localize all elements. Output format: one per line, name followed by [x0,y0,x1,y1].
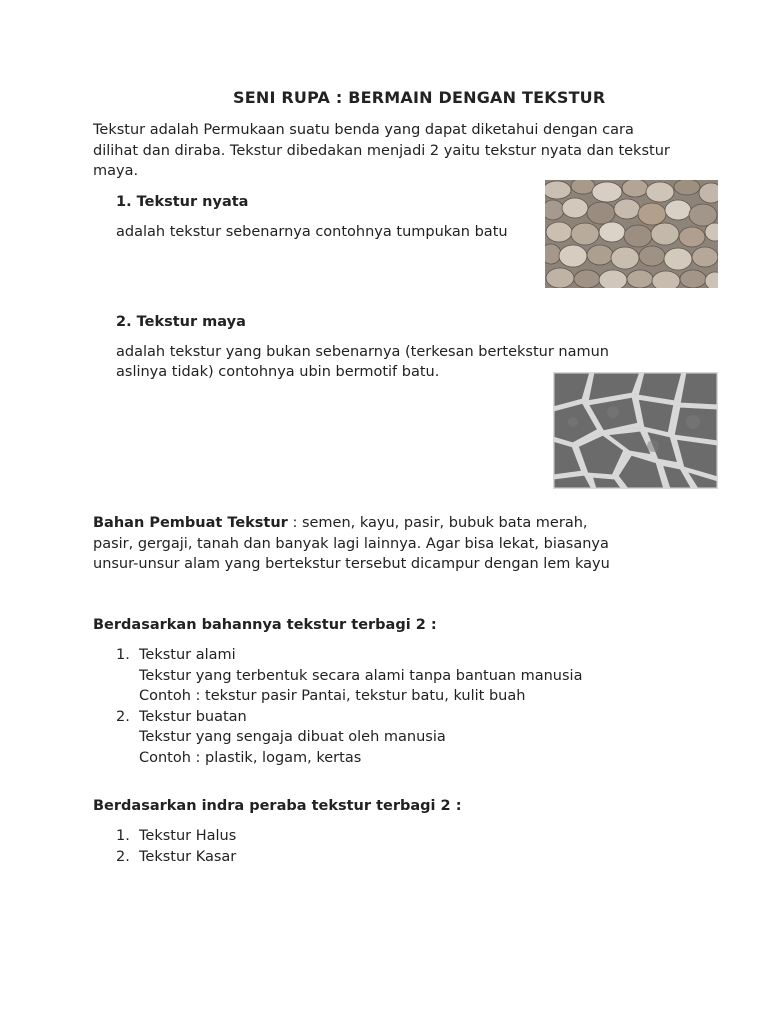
list-marker: 1. [116,647,130,663]
list-item-name: Tekstur alami [139,647,236,663]
list-item [93,847,693,868]
section-text-tekstur-maya-line2: aslinya tidak) contohnya ubin bermotif batu. [116,364,440,380]
page-title: SENI RUPA : BERMAIN DENGAN TEKSTUR [233,88,606,107]
materials-line3: unsur-unsur alam yang bertekstur tersebut dicampur dengan lem kayu [93,556,610,572]
materials-line1 [93,513,588,534]
list-item-example: Contoh : plastik, logam, kertas [139,749,362,766]
intro-paragraph: Tekstur adalah Permukaan suatu benda yang dapat diketahui dengan cara dilihat dan diraba. Tekstur dibedakan menjadi 2 yaitu tekstur nyata dan tekstur maya. [93,122,670,179]
list-item-name: Tekstur Kasar [139,848,237,865]
section-heading-tekstur-nyata: 1. Tekstur nyata [116,194,249,210]
section-text-tekstur-maya-line1: adalah tekstur yang bukan sebenarnya (terkesan bertekstur namun [116,344,609,360]
list-item-name: Tekstur Halus [139,828,237,844]
list-item-desc: Tekstur yang terbentuk secara alami tanpa bantuan manusia [139,667,583,684]
list-item-name: Tekstur buatan [139,708,247,725]
materials-line1-text: : semen, kayu, pasir, bubuk bata merah, [287,515,588,531]
section-text-tekstur-nyata: adalah tekstur sebenarnya contohnya tumpukan batu [116,224,508,240]
list-item-desc: Tekstur yang sengaja dibuat oleh manusia [139,729,446,745]
by-touch-heading: Berdasarkan indra peraba tekstur terbagi 2 : [93,798,462,814]
materials-label: Bahan Pembuat Tekstur [93,515,288,531]
section-heading-tekstur-maya: 2. Tekstur maya [116,314,246,330]
stone-tile-image [553,372,718,489]
list-item [93,826,693,847]
list-item [93,707,693,769]
by-material-heading: Berdasarkan bahannya tekstur terbagi 2 : [93,617,437,633]
stone-tile-photo [553,372,718,489]
list-marker: 2. [116,848,130,865]
stone-pile-image [545,180,718,288]
list-marker: 2. [116,708,130,725]
list-marker: 1. [116,828,130,844]
stone-pile-photo [545,180,718,288]
list-item-example: Contoh : tekstur pasir Pantai, tekstur batu, kulit buah [139,688,526,704]
by-material-list [93,645,693,768]
list-item [93,645,693,707]
by-touch-list [93,826,693,867]
materials-line2: pasir, gergaji, tanah dan banyak lagi lainnya. Agar bisa lekat, biasanya [93,536,609,552]
